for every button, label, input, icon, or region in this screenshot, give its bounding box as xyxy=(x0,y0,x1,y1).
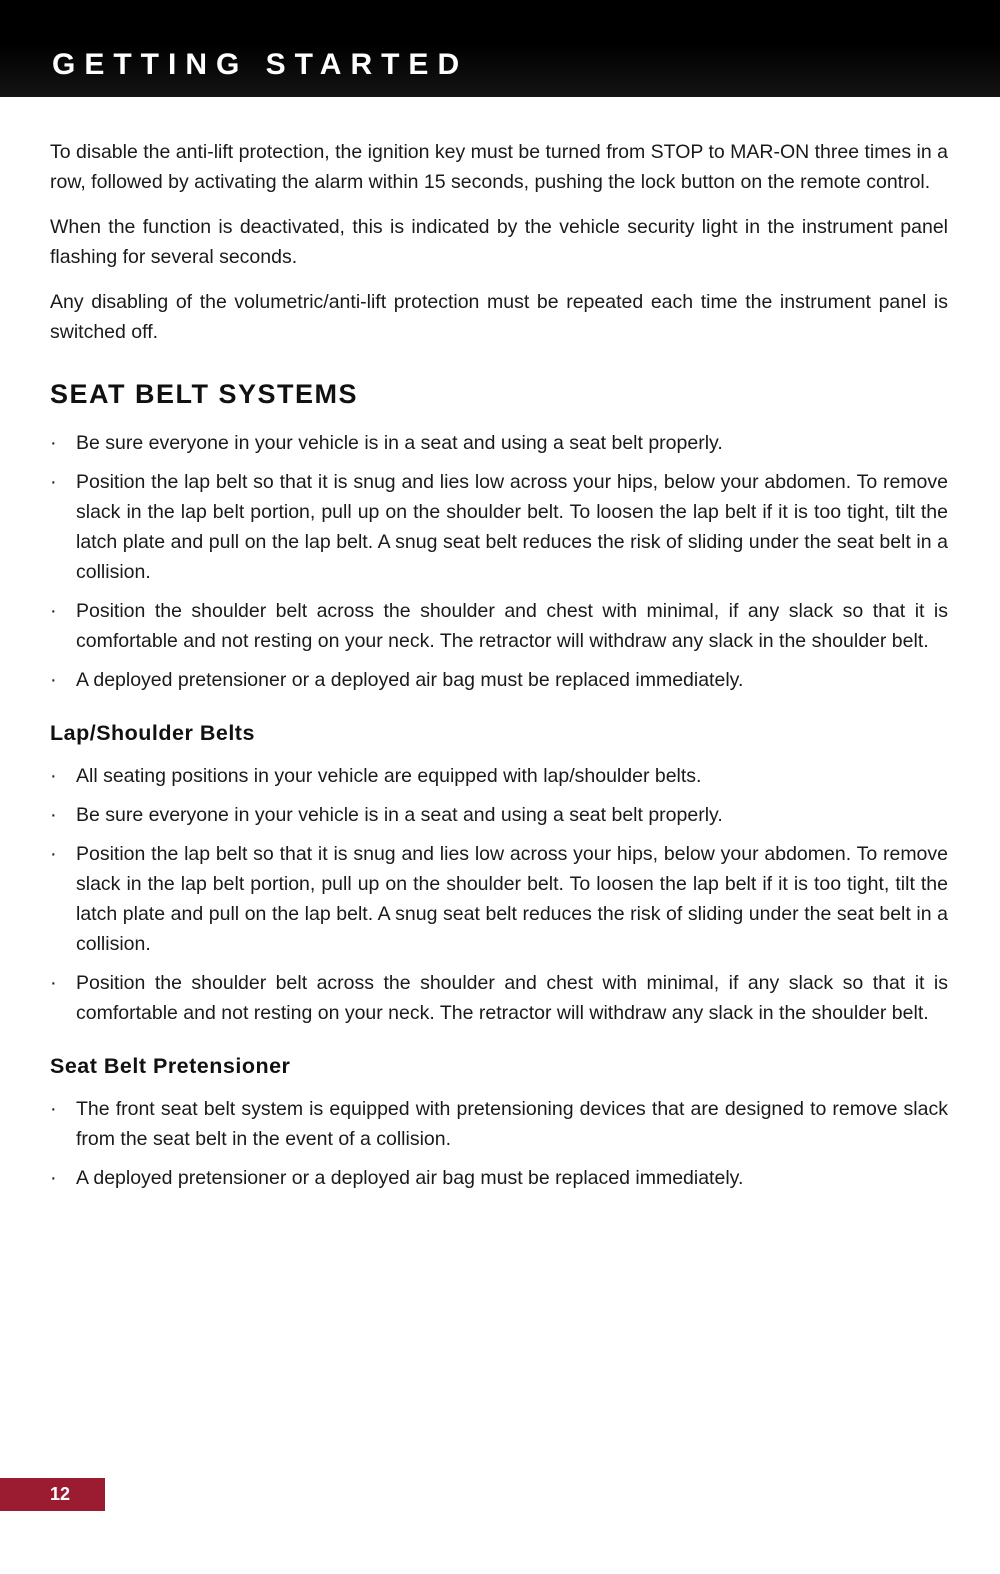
list-item xyxy=(50,596,948,656)
list-item xyxy=(50,839,948,959)
bullet-icon: · xyxy=(50,765,57,787)
bullet-text: Position the shoulder belt across the shoulder and chest with minimal, if any slack so that it is comfortable and not resting on your neck. The retractor will withdraw any slack in the shoulder belt. xyxy=(76,972,948,1024)
page-number: 12 xyxy=(50,1484,71,1504)
list-item xyxy=(50,1094,948,1154)
bullet-text: Position the lap belt so that it is snug and lies low across your hips, below your abdomen. To remove slack in the lap belt portion, pull up on the shoulder belt. To loosen the lap belt if it is too tight, tilt the latch plate and pull on the lap belt. A snug seat belt reduces the risk of sliding under the seat belt in a collision. xyxy=(76,471,948,583)
bullet-icon: · xyxy=(50,972,57,994)
bullet-icon: · xyxy=(50,669,57,691)
bullet-icon: · xyxy=(50,600,57,622)
subsection-heading-seat-belt-pretensioner: Seat Belt Pretensioner xyxy=(50,1054,291,1078)
intro-paragraph: When the function is deactivated, this is indicated by the vehicle security light in the instrument panel flashing for several seconds. xyxy=(50,216,948,268)
bullet-icon: · xyxy=(50,804,57,826)
bullet-text: Be sure everyone in your vehicle is in a seat and using a seat belt properly. xyxy=(76,432,723,454)
bullet-text: A deployed pretensioner or a deployed air bag must be replaced immediately. xyxy=(76,669,744,691)
bullet-text: Position the shoulder belt across the shoulder and chest with minimal, if any slack so that it is comfortable and not resting on your neck. The retractor will withdraw any slack in the shoulder belt. xyxy=(76,600,948,652)
bullet-text: Position the lap belt so that it is snug and lies low across your hips, below your abdomen. To remove slack in the lap belt portion, pull up on the shoulder belt. To loosen the lap belt if it is too tight, tilt the latch plate and pull on the lap belt. A snug seat belt reduces the risk of sliding under the seat belt in a collision. xyxy=(76,843,948,955)
page-content xyxy=(0,97,1000,1193)
chapter-header-band xyxy=(0,0,1000,97)
list-item xyxy=(50,467,948,587)
pretensioner-bullet-list xyxy=(50,1094,948,1193)
bullet-text: Be sure everyone in your vehicle is in a seat and using a seat belt properly. xyxy=(76,804,723,826)
bullet-text: A deployed pretensioner or a deployed air bag must be replaced immediately. xyxy=(76,1167,744,1189)
bullet-text: The front seat belt system is equipped with pretensioning devices that are designed to remove slack from the seat belt in the event of a collision. xyxy=(76,1098,948,1150)
list-item xyxy=(50,665,948,695)
chapter-title: GETTING STARTED xyxy=(52,48,469,81)
page-number-badge xyxy=(0,1478,105,1511)
bullet-icon: · xyxy=(50,1167,57,1189)
bullet-text: All seating positions in your vehicle are equipped with lap/shoulder belts. xyxy=(76,765,702,787)
seat-belt-systems-bullet-list xyxy=(50,428,948,695)
intro-paragraph: Any disabling of the volumetric/anti-lift protection must be repeated each time the instrument panel is switched off. xyxy=(50,291,948,343)
bullet-icon: · xyxy=(50,1098,57,1120)
intro-paragraph: To disable the anti-lift protection, the ignition key must be turned from STOP to MAR-ON three times in a row, followed by activating the alarm within 15 seconds, pushing the lock button on the remote control. xyxy=(50,141,948,193)
bullet-icon: · xyxy=(50,471,57,493)
bullet-icon: · xyxy=(50,432,57,454)
list-item xyxy=(50,800,948,830)
lap-shoulder-bullet-list xyxy=(50,761,948,1028)
list-item xyxy=(50,761,948,791)
list-item xyxy=(50,1163,948,1193)
list-item xyxy=(50,428,948,458)
list-item xyxy=(50,968,948,1028)
subsection-heading-lap-shoulder-belts: Lap/Shoulder Belts xyxy=(50,721,255,745)
section-heading-seat-belt-systems: SEAT BELT SYSTEMS xyxy=(50,379,359,409)
bullet-icon: · xyxy=(50,843,57,865)
